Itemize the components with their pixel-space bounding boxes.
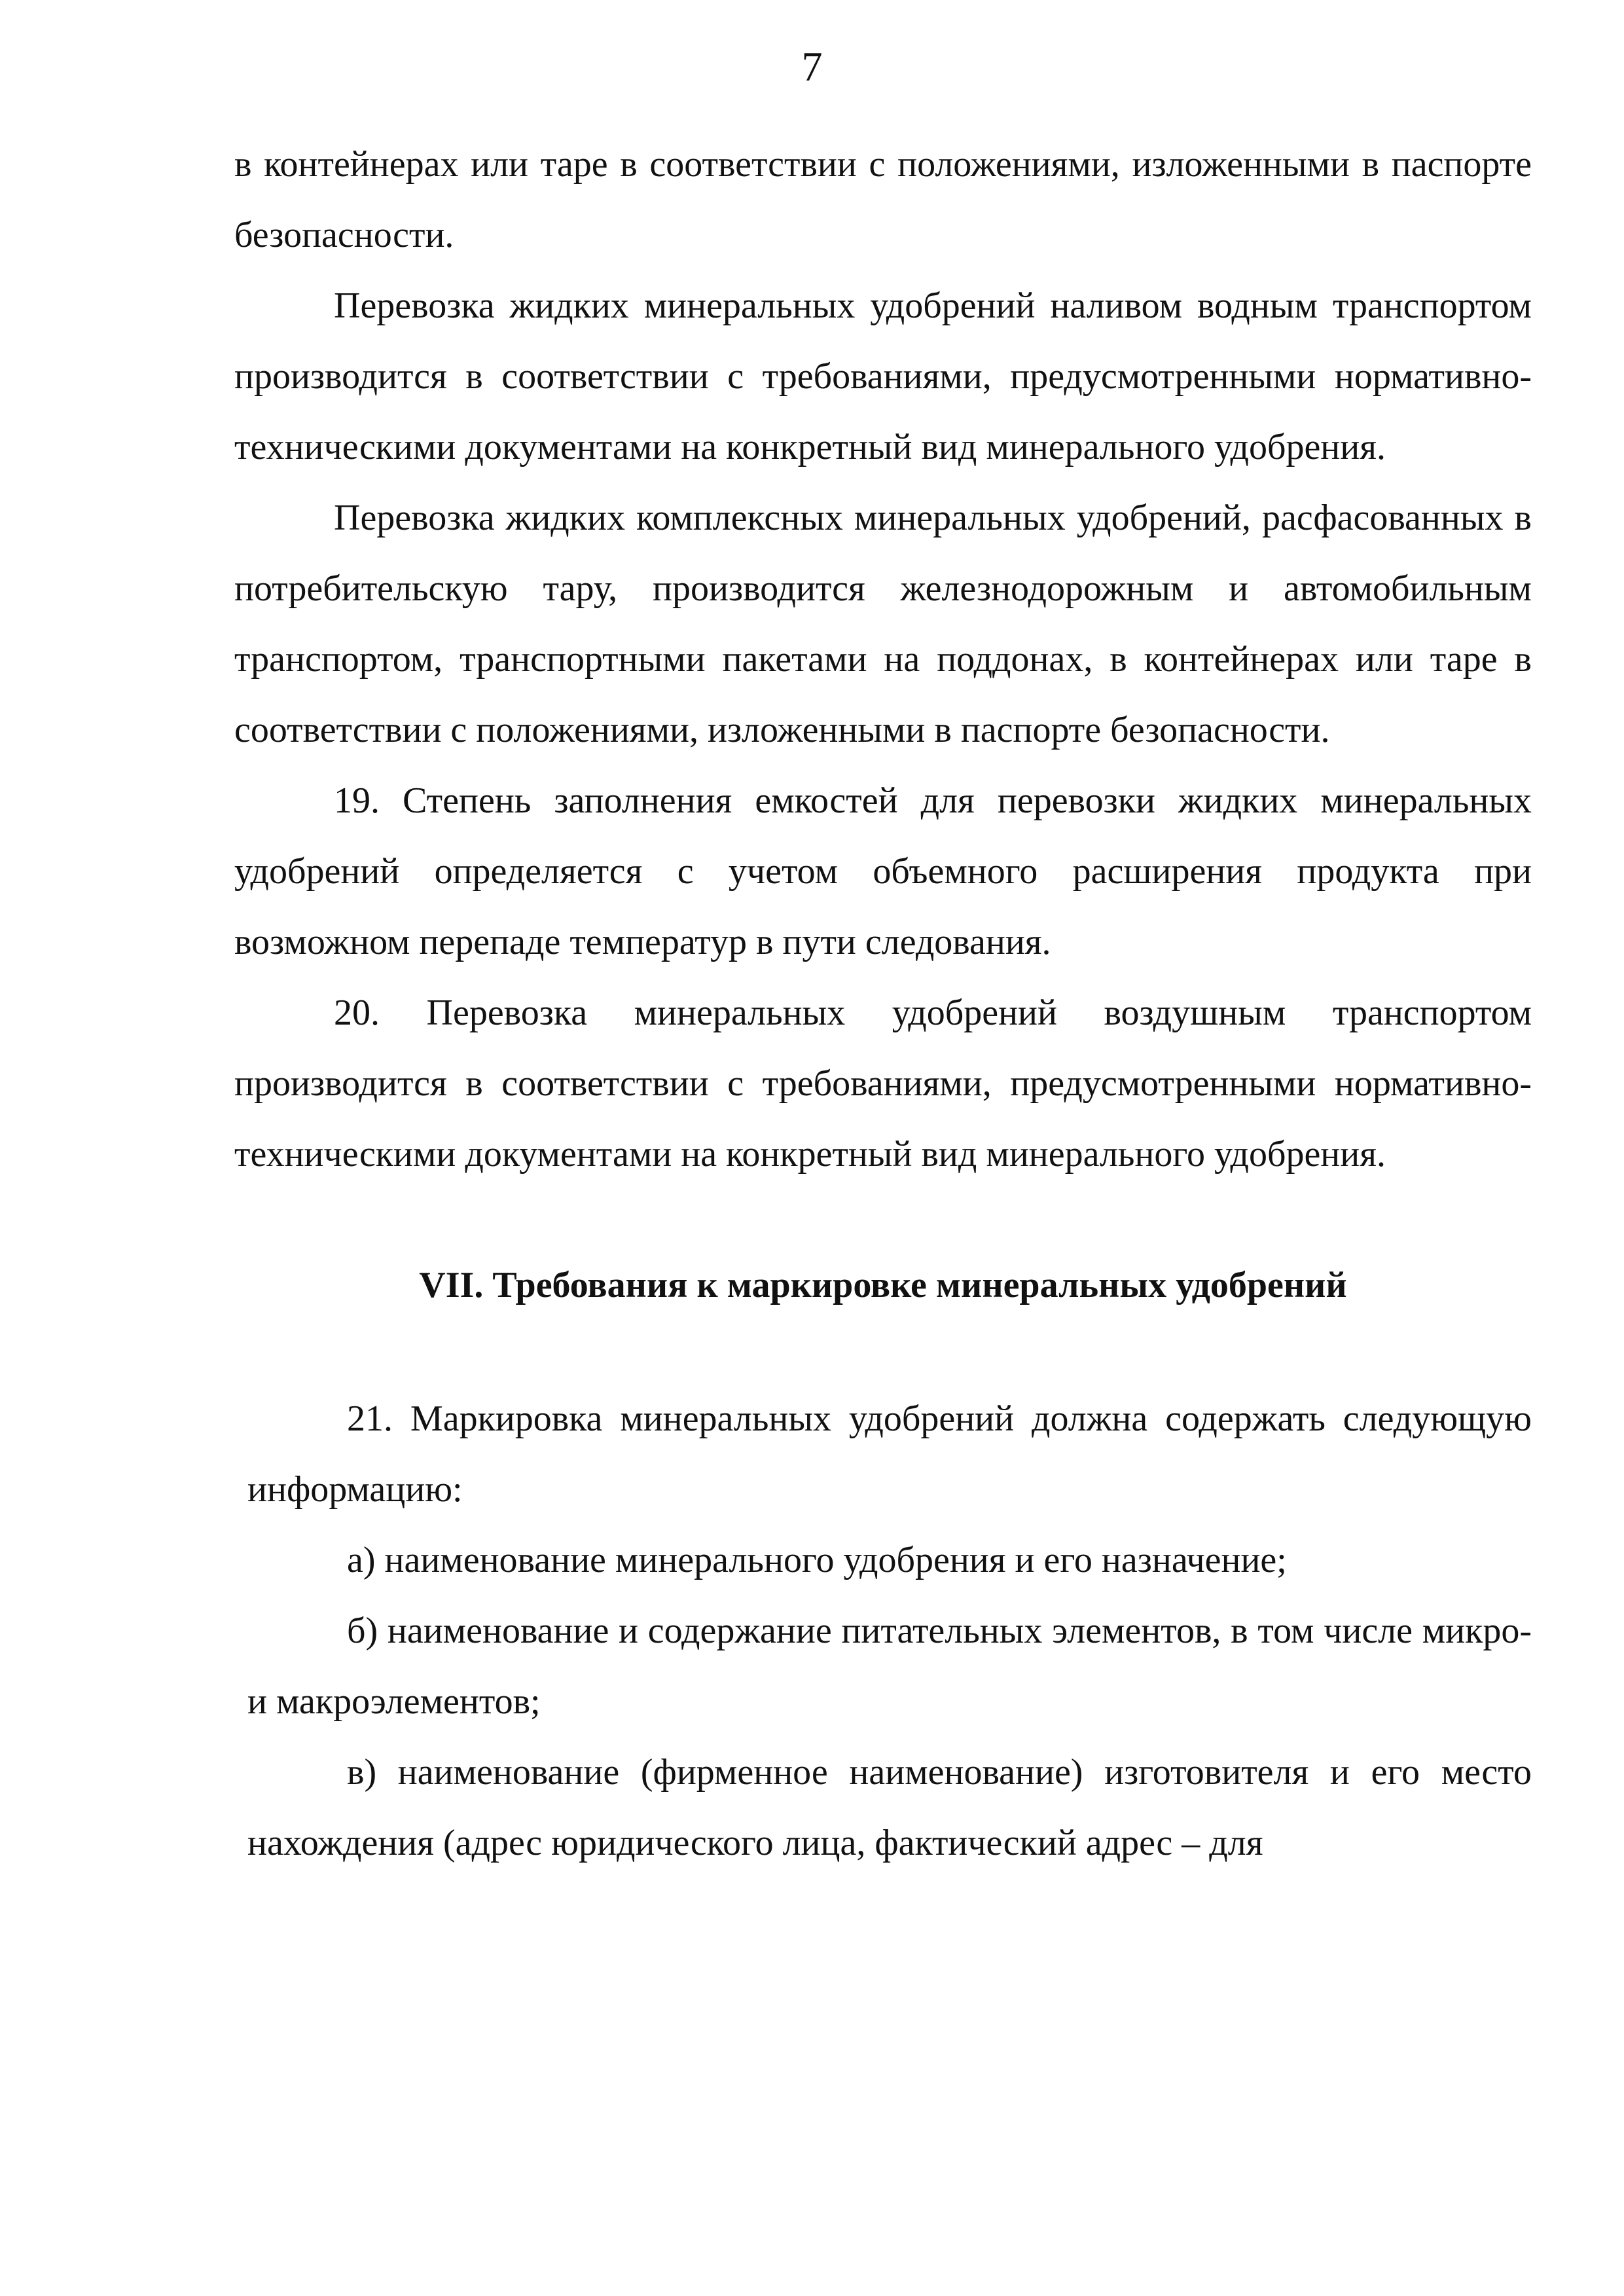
paragraph-item-21: 21. Маркировка минеральных удобрений должна содержать следующую информацию: — [247, 1398, 1532, 1510]
paragraph-item-20: 20. Перевозка минеральных удобрений воздушным транспортом производится в соответствии с требованиями, предусмотренными нормативно-техническими документами на конкретный вид минерального удобрения. — [234, 993, 1532, 1175]
paragraph-item-19: 19. Степень заполнения емкостей для перевозки жидких минеральных удобрений определяется с учетом объемного расширения продукта при возможном перепаде температур в пути следования. — [234, 780, 1532, 962]
paragraph-continuation: в контейнерах или таре в соответствии с положениями, изложенными в паспорте безопасности. — [234, 144, 1532, 255]
section-heading: VII. Требования к маркировке минеральных удобрений — [419, 1265, 1347, 1305]
document-body — [234, 129, 1532, 1878]
list-item-a: а) наименование минерального удобрения и его назначение; — [347, 1540, 1287, 1580]
page-number: 7 — [801, 43, 823, 90]
paragraph-liquid-complex-packaged: Перевозка жидких комплексных минеральных удобрений, расфасованных в потребительскую тару, производится железнодорожным и автомобильным транспортом, транспортными пакетами на поддонах, в контейнерах или таре в соответствии с положениями, изложенными в паспорте безопасности. — [234, 498, 1532, 750]
paragraph-liquid-bulk-water-transport: Перевозка жидких минеральных удобрений наливом водным транспортом производится в соответствии с требованиями, предусмотренными нормативно-техническими документами на конкретный вид минерального удобрения. — [234, 285, 1532, 467]
list-item-v: в) наименование (фирменное наименование) изготовителя и его место нахождения (адрес юридического лица, фактический адрес – для — [247, 1752, 1532, 1863]
marking-requirements — [234, 1383, 1532, 1878]
list-item-b: б) наименование и содержание питательных элементов, в том числе микро- и макроэлементов; — [247, 1611, 1532, 1722]
